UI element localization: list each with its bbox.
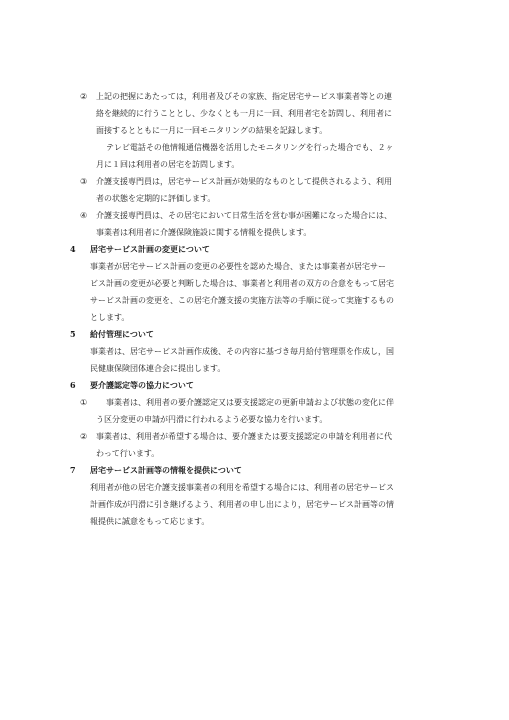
section-7-number: 7 — [70, 465, 76, 475]
section-7-line: 計画作成が円滑に引き継げるよう、利用者の申し出により，居宅サービス計画等の情 — [90, 500, 394, 509]
item-2-line: 絡を継続的に行うこととし、少なくとも一月に一回、利用者宅を訪問し、利用者に — [96, 109, 392, 118]
section-7-line: 利用者が他の居宅介護支援事業者の利用を希望する場合には、利用者の居宅サービス — [90, 483, 394, 492]
section-6-sub2-marker: ② — [80, 432, 88, 441]
item-4-line: 事業者は利用者に介護保険施設に関する情報を提供します。 — [96, 228, 312, 237]
section-6-number: 6 — [70, 380, 76, 390]
item-4-marker: ④ — [80, 211, 88, 220]
item-3-marker: ③ — [80, 177, 88, 186]
section-4-line: ビス計画の変更が必要と判断した場合は、事業者と利用者の双方の合意をもって居宅 — [90, 279, 394, 288]
section-5-line: 事業者は、居宅サービス計画作成後、その内容に基づき毎月給付管理票を作成し，国 — [90, 347, 394, 356]
section-6-sub2-line: 事業者は、利用者が希望する場合は、要介護または要支援認定の申請を利用者に代 — [96, 432, 392, 441]
item-2-line: 上記の把握にあたっては，利用者及びその家族、指定居宅サービス事業者等との連 — [96, 92, 392, 101]
section-4-line: 事業者が居宅サービス計画の変更の必要性を認めた場合、または事業者が居宅サー — [90, 262, 386, 271]
section-6-title: 要介護認定等の協力について — [90, 380, 194, 390]
section-4-line: とします。 — [90, 313, 130, 322]
section-5-number: 5 — [70, 329, 76, 339]
section-4-title: 居宅サービス計画の変更について — [90, 244, 210, 254]
section-6-sub1-line: 事業者は、利用者の要介護認定又は要支援認定の更新申請および状態の変化に伴 — [106, 398, 394, 407]
section-4-number: 4 — [70, 244, 76, 254]
item-2-marker: ② — [80, 92, 88, 101]
section-7-title: 居宅サービス計画等の情報を提供について — [90, 465, 242, 475]
item-3-line: 者の状態を定期的に評価します。 — [96, 194, 216, 203]
item-4-line: 介護支援専門員は、その居宅において日常生活を営む事が困難になった場合には、 — [96, 211, 392, 220]
item-2-line: 面接するとともに一月に一回モニタリングの結果を記録します。 — [96, 126, 328, 135]
section-5-title: 給付管理について — [90, 329, 154, 339]
section-5-line: 民健康保険団体連合会に提出します。 — [90, 364, 226, 373]
section-6-sub1-line: う区分変更の申請が円滑に行われるよう必要な協力を行います。 — [96, 415, 328, 424]
section-7-line: 報提供に誠意をもって応じます。 — [90, 517, 210, 526]
item-2-note-line: テレビ電話その他情報通信機器を活用したモニタリングを行った場合でも、２ヶ — [106, 143, 394, 152]
section-6-sub1-marker: ① — [80, 398, 88, 407]
item-3-line: 介護支援専門員は，居宅サービス計画が効果的なものとして提供されるよう、利用 — [96, 177, 392, 186]
item-2-note-line: 月に１回は利用者の居宅を訪問します。 — [96, 160, 240, 169]
section-6-sub2-line: わって行います。 — [96, 449, 160, 458]
section-4-line: サービス計画の変更を、この居宅介護支援の実施方法等の手順に従って実施するもの — [90, 296, 394, 305]
